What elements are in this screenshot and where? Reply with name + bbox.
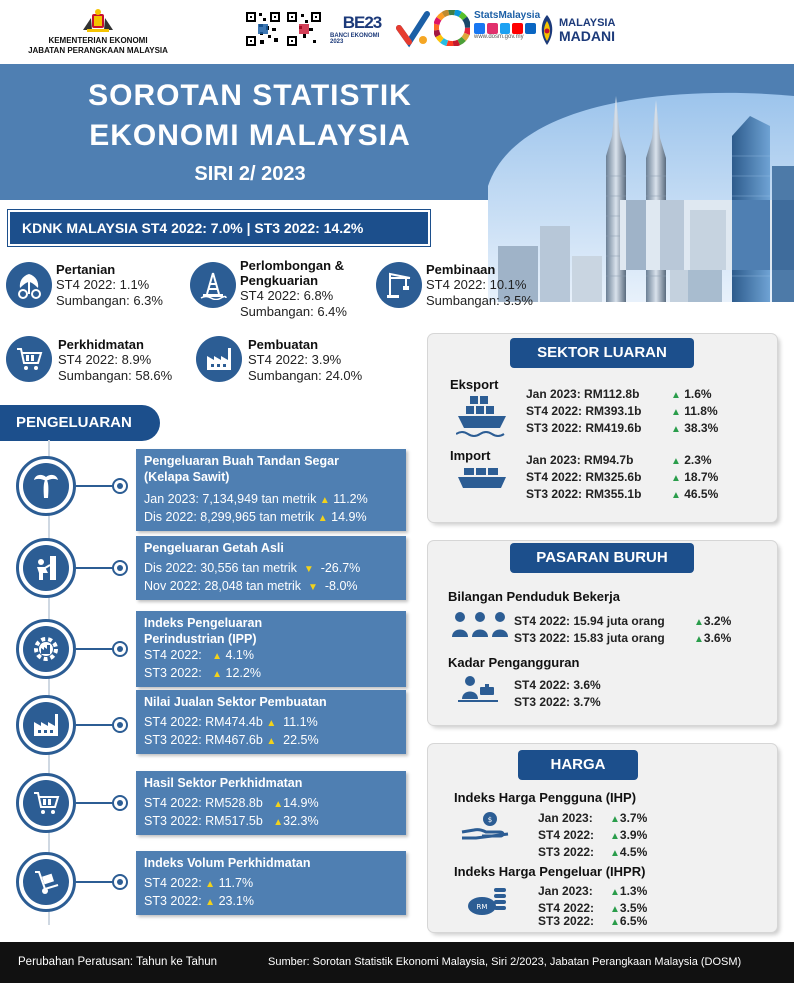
- crane-icon: [376, 262, 422, 308]
- sector-perlombongan-text: [240, 258, 347, 320]
- sector-perkhidmatan: [6, 336, 52, 382]
- card-row: Jan 2023: 7,134,949 tan metrik ▲ 11.2%: [144, 492, 368, 506]
- pengeluaran-icon-2: [16, 538, 128, 598]
- pasaran-buruh-panel: [428, 541, 777, 725]
- madani-line1: MALAYSIA: [559, 16, 616, 29]
- madani-emblem-icon: [538, 13, 556, 47]
- department-name: JABATAN PERANGKAAN MALAYSIA: [28, 46, 168, 55]
- sector-contribution: Sumbangan: 3.5%: [426, 293, 533, 308]
- bekerja-change: ▲3.6%: [694, 631, 732, 645]
- workers-group-icon: [450, 609, 510, 639]
- coin-stack-icon: [464, 884, 508, 918]
- ihp-row: Jan 2023:: [538, 811, 593, 825]
- pengeluaran-icon-1: [16, 456, 128, 516]
- svg-text:RM: RM: [476, 903, 488, 911]
- ihpr-change: ▲1.3%: [610, 884, 648, 898]
- twitter-icon[interactable]: [500, 23, 511, 34]
- kuala-lumpur-skyline-image: [488, 64, 794, 334]
- bekerja-change: ▲3.2%: [694, 614, 732, 628]
- unemployed-person-icon: [458, 675, 498, 703]
- statsmalaysia-title: StatsMalaysia: [474, 10, 541, 21]
- bekerja-label: Bilangan Penduduk Bekerja: [448, 589, 620, 604]
- pengeluaran-card-4: [136, 690, 406, 754]
- sector-pembuatan-text: [248, 337, 362, 384]
- import-change: ▲ 2.3%: [671, 453, 712, 467]
- pengeluaran-card-5: [136, 771, 406, 835]
- up-arrow-icon: ▲: [273, 817, 284, 828]
- up-arrow-icon: ▲: [317, 513, 328, 524]
- bekerja-row: ST3 2022: 15.83 juta orang: [514, 631, 665, 645]
- card-title: Indeks Pengeluaran: [144, 616, 263, 630]
- youtube-icon[interactable]: [512, 23, 523, 34]
- sector-growth: ST4 2022: 8.9%: [58, 352, 152, 367]
- card-row: ST3 2022: RM467.6b ▲ 22.5%: [144, 733, 319, 747]
- up-arrow-icon: ▲: [671, 407, 681, 418]
- shopping-cart-icon: [23, 780, 69, 826]
- import-change: ▲ 18.7%: [671, 470, 719, 484]
- up-arrow-icon: ▲: [266, 736, 277, 747]
- ihpr-row: ST4 2022:: [538, 901, 595, 915]
- container-ship-icon: [456, 466, 508, 492]
- industry-gear-icon: [23, 626, 69, 672]
- banci-logo-text: BANCI EKONOMI 2023: [330, 33, 380, 45]
- eksport-row: Jan 2023: RM112.8b: [526, 387, 640, 401]
- sector-name: Perlombongan &: [240, 258, 345, 273]
- oil-rig-icon: [190, 262, 236, 308]
- checkmark-logo-icon: [396, 10, 430, 48]
- coat-of-arms-icon: [81, 8, 115, 34]
- harga-heading: HARGA: [518, 750, 638, 780]
- sector-growth: ST4 2022: 1.1%: [56, 277, 150, 292]
- sector-pembinaan: [376, 262, 422, 308]
- sector-perlombongan: [190, 262, 236, 308]
- sector-growth: ST4 2022: 6.8%: [240, 288, 334, 303]
- up-arrow-icon: ▲: [266, 718, 277, 729]
- ihpr-change: ▲3.5%: [610, 901, 648, 915]
- cargo-ship-icon: [456, 394, 508, 438]
- ihp-row: ST4 2022:: [538, 828, 595, 842]
- kadar-label: Kadar Pengangguran: [448, 655, 580, 670]
- sector-pertanian: [6, 262, 52, 308]
- statsmalaysia-website[interactable]: www.dosm.gov.my: [474, 34, 524, 40]
- pengeluaran-icon-4: [16, 695, 128, 755]
- up-arrow-icon: ▲: [610, 814, 620, 825]
- bekerja-row: ST4 2022: 15.94 juta orang: [514, 614, 665, 628]
- sector-name: Pertanian: [56, 262, 116, 277]
- pengeluaran-card-3: [136, 611, 406, 687]
- header-bar: [0, 0, 794, 64]
- down-arrow-icon: ▼: [308, 582, 318, 593]
- import-label: Import: [450, 448, 491, 463]
- down-arrow-icon: ▼: [303, 564, 314, 575]
- import-row: ST3 2022: RM355.1b: [526, 487, 642, 501]
- sector-name: Pembuatan: [248, 337, 319, 352]
- pengeluaran-card-6: [136, 851, 406, 915]
- banci-ekonomi-logo: [330, 10, 394, 48]
- ministry-logo: [18, 8, 178, 56]
- sector-pembinaan-text: [426, 262, 533, 309]
- up-arrow-icon: ▲: [610, 904, 620, 915]
- up-arrow-icon: ▲: [671, 390, 681, 401]
- agriculture-icon: [6, 262, 52, 308]
- palm-tree-icon: [23, 463, 69, 509]
- factory-icon: [23, 702, 69, 748]
- footer-note: Perubahan Peratusan: Tahun ke Tahun: [18, 956, 218, 968]
- banci-logo-mark: BE23: [342, 13, 382, 32]
- pasaran-buruh-heading: PASARAN BURUH: [510, 543, 694, 573]
- sektor-luaran-panel: [428, 334, 777, 522]
- malaysia-madani-logo: [538, 10, 638, 50]
- sector-perkhidmatan-text: [58, 337, 172, 384]
- ihpr-row: Jan 2023:: [538, 884, 593, 898]
- ihpr-label: Indeks Harga Pengeluar (IHPR): [454, 864, 646, 879]
- rubber-tapper-icon: [23, 545, 69, 591]
- card-row: Dis 2022: 8,299,965 tan metrik ▲ 14.9%: [144, 510, 367, 524]
- card-row: Dis 2022: 30,556 tan metrik ▼ -26.7%: [144, 561, 361, 575]
- pengeluaran-icon-3: [16, 619, 128, 679]
- factory-icon: [196, 336, 242, 382]
- card-title: Hasil Sektor Perkhidmatan: [144, 776, 303, 790]
- ihp-change: ▲3.9%: [610, 828, 648, 842]
- up-arrow-icon: ▲: [610, 917, 620, 928]
- up-arrow-icon: ▲: [671, 456, 681, 467]
- card-row: ST3 2022: RM517.5b ▲32.3%: [144, 814, 319, 828]
- eksport-row: ST4 2022: RM393.1b: [526, 404, 642, 418]
- import-row: Jan 2023: RM94.7b: [526, 453, 634, 467]
- eksport-change: ▲ 11.8%: [671, 404, 718, 418]
- card-row: ST4 2022: ▲ 11.7%: [144, 876, 254, 890]
- footer-source: Sumber: Sorotan Statistik Ekonomi Malaysia, Siri 2/2023, Jabatan Perangkaan Malaysia (DOSM): [268, 956, 742, 968]
- kdnk-bar: KDNK MALAYSIA ST4 2022: 7.0% | ST3 2022: 14.2%: [8, 210, 430, 246]
- email-icon[interactable]: [525, 23, 536, 34]
- sector-name-line2: Pengkuarian: [240, 273, 319, 288]
- up-arrow-icon: ▲: [205, 897, 216, 908]
- madani-line2: MADANI: [559, 27, 615, 44]
- sector-pembuatan: [196, 336, 242, 382]
- sector-growth: ST4 2022: 3.9%: [248, 352, 342, 367]
- pengeluaran-card-2: [136, 536, 406, 600]
- card-row: ST3 2022: ▲ 12.2%: [144, 666, 261, 680]
- up-arrow-icon: ▲: [610, 831, 620, 842]
- up-arrow-icon: ▲: [212, 651, 223, 662]
- facebook-icon[interactable]: [474, 23, 485, 34]
- up-arrow-icon: ▲: [694, 634, 704, 645]
- card-title: Nilai Jualan Sektor Pembuatan: [144, 695, 327, 709]
- sector-contribution: Sumbangan: 6.4%: [240, 304, 347, 319]
- up-arrow-icon: ▲: [205, 879, 216, 890]
- up-arrow-icon: ▲: [610, 848, 620, 859]
- card-title: Pengeluaran Buah Tandan Segar: [144, 454, 339, 468]
- card-row: ST4 2022: ▲ 4.1%: [144, 648, 254, 662]
- title-line2: EKONOMI MALAYSIA: [89, 119, 411, 152]
- svg-text:$: $: [487, 816, 493, 824]
- qr-code-icon[interactable]: [285, 10, 323, 48]
- eksport-row: ST3 2022: RM419.6b: [526, 421, 642, 435]
- pengeluaran-icon-6: [16, 852, 128, 912]
- hand-truck-icon: [23, 859, 69, 905]
- pengeluaran-heading: PENGELUARAN: [0, 405, 160, 441]
- kadar-row: ST3 2022: 3.7%: [514, 695, 601, 709]
- up-arrow-icon: ▲: [694, 617, 704, 628]
- eksport-change: ▲ 1.6%: [671, 387, 712, 401]
- main-title: [60, 76, 440, 188]
- sektor-luaran-heading: SEKTOR LUARAN: [510, 338, 694, 368]
- skyline-lower-image: [620, 200, 794, 270]
- shopping-cart-icon: [6, 336, 52, 382]
- eksport-label: Eksport: [450, 377, 499, 392]
- up-arrow-icon: ▲: [671, 424, 681, 435]
- footer-bar: [0, 942, 794, 983]
- card-title: Pengeluaran Getah Asli: [144, 541, 284, 555]
- statsmalaysia-logo: [474, 10, 541, 40]
- kadar-row: ST4 2022: 3.6%: [514, 678, 601, 692]
- sector-contribution: Sumbangan: 24.0%: [248, 368, 363, 383]
- ihp-row: ST3 2022:: [538, 845, 595, 859]
- eksport-change: ▲ 38.3%: [671, 421, 719, 435]
- card-title: Indeks Volum Perkhidmatan: [144, 856, 311, 870]
- card-title-line2: Perindustrian (IPP): [144, 632, 257, 646]
- import-change: ▲ 46.5%: [671, 487, 719, 501]
- sector-name: Pembinaan: [426, 262, 496, 277]
- card-row: Nov 2022: 28,048 tan metrik ▼ -8.0%: [144, 579, 358, 593]
- up-arrow-icon: ▲: [610, 887, 620, 898]
- title-line1: SOROTAN STATISTIK: [88, 79, 412, 112]
- ministry-name: KEMENTERIAN EKONOMI: [48, 36, 148, 45]
- up-arrow-icon: ▲: [671, 473, 681, 484]
- sector-name: Perkhidmatan: [58, 337, 144, 352]
- ihp-change: ▲3.7%: [610, 811, 648, 825]
- harga-panel: [428, 744, 777, 932]
- instagram-icon[interactable]: [487, 23, 498, 34]
- card-row: ST4 2022: RM474.4b ▲ 11.1%: [144, 715, 318, 729]
- card-title-line2: (Kelapa Sawit): [144, 470, 230, 484]
- card-row: ST4 2022: RM528.8b ▲14.9%: [144, 796, 319, 810]
- qr-code-icon[interactable]: [244, 10, 282, 48]
- up-arrow-icon: ▲: [212, 669, 223, 680]
- sector-growth: ST4 2022: 10.1%: [426, 277, 527, 292]
- ihp-label: Indeks Harga Pengguna (IHP): [454, 790, 637, 805]
- up-arrow-icon: ▲: [319, 495, 330, 506]
- title-series: SIRI 2/ 2023: [194, 163, 306, 185]
- ihpr-row: ST3 2022:: [538, 914, 595, 928]
- sector-contribution: Sumbangan: 6.3%: [56, 293, 163, 308]
- ihp-change: ▲4.5%: [610, 845, 648, 859]
- hand-coin-icon: [460, 810, 512, 842]
- pengeluaran-card-1: [136, 449, 406, 531]
- import-row: ST4 2022: RM325.6b: [526, 470, 642, 484]
- sector-pertanian-text: [56, 262, 163, 309]
- card-row: ST3 2022: ▲ 23.1%: [144, 894, 255, 908]
- ihpr-change: ▲6.5%: [610, 914, 648, 928]
- sector-contribution: Sumbangan: 58.6%: [58, 368, 173, 383]
- pengeluaran-icon-5: [16, 773, 128, 833]
- social-icons: [474, 23, 536, 34]
- sdg-wheel-icon: [434, 10, 470, 46]
- up-arrow-icon: ▲: [273, 799, 284, 810]
- up-arrow-icon: ▲: [671, 490, 681, 501]
